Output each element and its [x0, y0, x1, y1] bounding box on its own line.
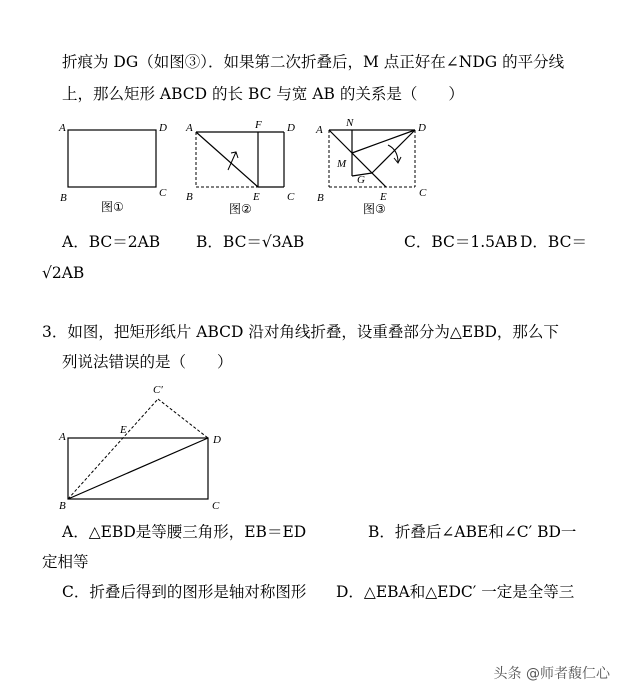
fig2-label-B: B [186, 191, 193, 203]
fig1-label-B: B [60, 192, 67, 204]
q3-option-b-cont: 定相等 [42, 553, 89, 571]
q3-option-a: A．△EBD是等腰三角形，EB＝ED [62, 523, 307, 541]
figure-2 [185, 119, 295, 216]
q3-label-C: C [212, 500, 220, 512]
q3-option-c: C．折叠后得到的图形是轴对称图形 [62, 583, 307, 601]
q3-stem-line2: 列说法错误的是（ ） [62, 353, 233, 371]
q2-option-d: D．BC＝ [520, 233, 587, 251]
q3-label-B: B [59, 500, 66, 512]
fig1-label-D: D [159, 122, 167, 134]
fig3-label-D: D [418, 122, 426, 134]
q2-text-line1: 折痕为 DG（如图③）．如果第二次折叠后，M 点正好在∠NDG 的平分线 [62, 53, 565, 71]
q3-stem-line1: 3．如图，把矩形纸片 ABCD 沿对角线折叠，设重叠部分为△EBD，那么下 [42, 323, 559, 341]
fig2-label-C: C [287, 191, 295, 203]
figure-q3 [58, 384, 221, 512]
q3-label-E: E [120, 424, 127, 436]
fig3-label-N: N [346, 117, 354, 129]
figure-3 [315, 117, 427, 216]
q2-option-a: A．BC＝2AB [62, 233, 161, 251]
fig3-label-B: B [317, 192, 324, 204]
q3-folded-edge-CpD [158, 399, 208, 438]
fig1-label-C: C [159, 187, 167, 199]
fig1-caption: 图① [101, 200, 124, 214]
q3-diagonal-BD [68, 438, 208, 499]
q3-label-Cp: C′ [153, 384, 163, 396]
q3-label-A: A [59, 431, 66, 443]
fig3-label-M: M [337, 158, 347, 170]
fig3-label-E: E [380, 191, 387, 203]
figure-1 [58, 122, 167, 214]
fig2-label-F: F [255, 119, 262, 131]
q2-option-b: B．BC＝√3AB [196, 233, 305, 251]
fig1-label-A: A [59, 122, 66, 134]
q3-folded-edge-BCp [68, 399, 158, 499]
watermark: 头条 @师者馥仁心 [493, 666, 610, 682]
fig1-rectangle [68, 130, 156, 187]
q2-option-c: C．BC＝1.5AB [404, 233, 518, 251]
fig2-fold-line [196, 132, 258, 187]
q2-option-d-cont: √2AB [42, 264, 85, 282]
q3-option-b: B．折叠后∠ABE和∠C′ BD一 [368, 523, 577, 541]
fig3-label-C: C [419, 187, 427, 199]
fig2-caption: 图② [229, 202, 252, 216]
fig3-caption: 图③ [363, 202, 386, 216]
q2-text-line2: 上，那么矩形 ABCD 的长 BC 与宽 AB 的关系是（ ） [62, 85, 464, 103]
fig2-label-E: E [253, 191, 260, 203]
q3-label-D: D [213, 434, 221, 446]
fig3-arrow [388, 145, 398, 162]
fig3-label-A: A [316, 124, 323, 136]
q3-option-d: D．△EBA和△EDC′ 一定是全等三 [336, 583, 575, 601]
fig3-fold-line-DG [372, 130, 415, 173]
fig3-label-G: G [357, 174, 365, 186]
fig2-label-D: D [287, 122, 295, 134]
fig2-label-A: A [186, 122, 193, 134]
